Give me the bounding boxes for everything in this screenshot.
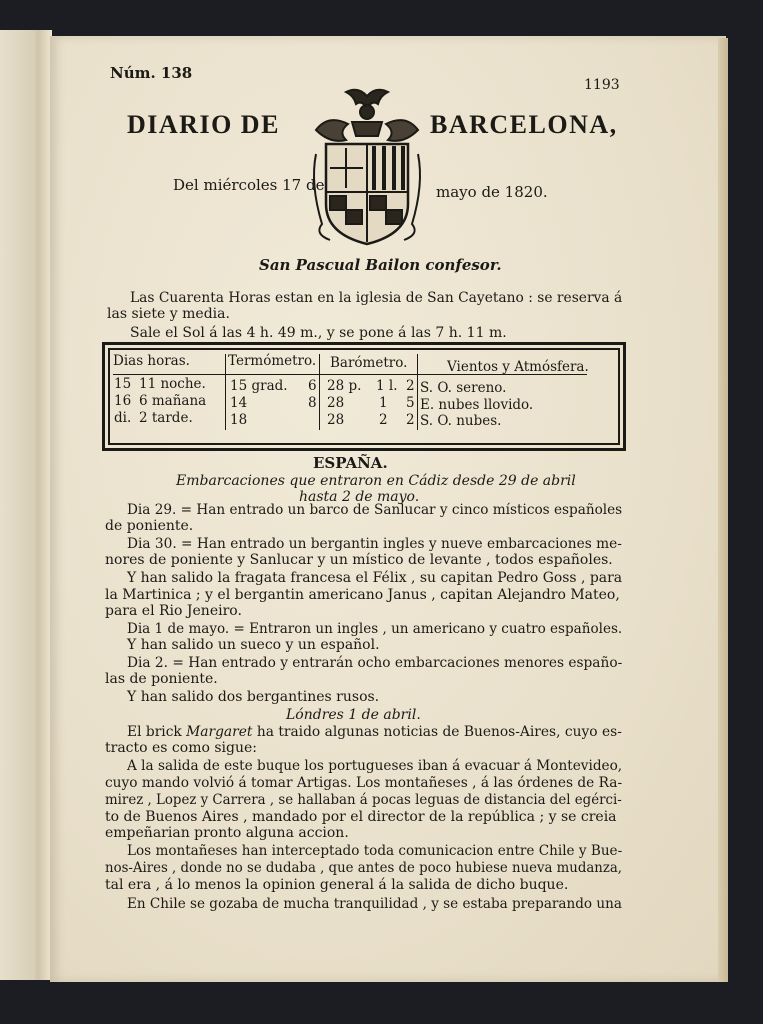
article-line: Y han salido la fragata francesa el Félix , su capitan Pedro Goss , para: [127, 570, 623, 586]
table-divider: [113, 374, 225, 375]
masthead-right: BARCELONA,: [430, 110, 618, 139]
table-divider: [225, 354, 226, 430]
article-line: nores de poniente y Sanlucar y un místico de levante , todos españoles.: [105, 552, 613, 568]
brick-rest: ha traido algunas noticias de Buenos-Aires, cuyo es-: [256, 724, 622, 740]
table-cell: 5: [406, 395, 415, 411]
article-line: Dia 2. = Han entrado y entrarán ocho embarcaciones menores españo-: [127, 655, 623, 671]
issue-number: Núm. 138: [110, 64, 193, 82]
table-cell: 15 grad.: [230, 378, 288, 394]
article-line: para el Rio Jeneiro.: [105, 603, 242, 619]
table-cell: 28 p.: [327, 378, 362, 394]
article-line: Los montañeses han interceptado toda comunicacion entre Chile y Bue-: [127, 843, 623, 859]
table-divider: [417, 354, 418, 430]
date-right: mayo de 1820.: [436, 183, 548, 201]
article-line: empeñarian pronto alguna accion.: [105, 825, 349, 841]
table-cell: 6 mañana: [139, 393, 207, 409]
article-line: A la salida de este buque los portugueses iban á evacuar á Montevideo,: [127, 758, 623, 774]
article-line: Dia 29. = Han entrado un barco de Sanlucar y cinco místicos españoles: [127, 502, 623, 518]
article-line: Y han salido un sueco y un español.: [127, 637, 380, 653]
table-cell: 2: [406, 412, 415, 428]
brick-intro: El brick: [127, 724, 182, 740]
table-cell: 28: [327, 412, 345, 428]
date-left: Del miércoles 17 de: [173, 176, 325, 194]
table-cell: 28: [327, 395, 345, 411]
table-divider: [319, 354, 320, 430]
weather-table: [102, 342, 626, 451]
article-line: tal era , á lo menos la opinion general á la salida de dicho buque.: [105, 877, 569, 893]
article-line: nos-Aires , donde no se dudaba , que antes de poco hubiese nueva mudanza,: [105, 860, 623, 876]
article-line: las de poniente.: [105, 671, 218, 687]
table-cell: 1: [379, 395, 388, 411]
ship-name: Margaret: [186, 724, 253, 740]
table-divider: [319, 374, 417, 375]
article-line: mirez , Lopez y Carrera , se hallaban á pocas leguas de distancia del egérci-: [105, 792, 622, 808]
table-divider: [225, 374, 319, 375]
sun-times: Sale el Sol á las 4 h. 49 m., y se pone á las 7 h. 11 m.: [130, 325, 507, 341]
table-cell: 15: [114, 376, 132, 392]
table-cell: S. O. sereno.: [420, 380, 507, 396]
table-cell: 1 l.: [376, 378, 398, 394]
table-cell: 2: [379, 412, 388, 428]
article-line: cuyo mando volvió á tomar Artigas. Los montañeses , á las órdenes de Ra-: [105, 775, 623, 791]
coat-of-arms-icon: [308, 84, 426, 248]
article-line: Y han salido dos bergantines rusos.: [127, 689, 380, 705]
table-cell: 18: [230, 412, 248, 428]
table-cell: 6: [308, 378, 317, 394]
article-line: la Martinica ; y el bergantin americano Janus , capitan Alejandro Mateo,: [105, 587, 620, 603]
table-header: Vientos y Atmósfera.: [447, 359, 589, 375]
page-number: 1193: [584, 77, 620, 93]
article-line: Dia 1 de mayo. = Entraron un ingles , un americano y cuatro españoles.: [127, 621, 623, 637]
article-line: [127, 724, 622, 741]
section-heading: ESPAÑA.: [313, 454, 388, 472]
table-cell: di.: [114, 410, 132, 426]
table-cell: E. nubes llovido.: [420, 397, 534, 413]
article-line: to de Buenos Aires , mandado por el director de la república ; y se creia: [105, 809, 617, 825]
article-line: Dia 30. = Han entrado un bergantin ingles y nueve embarcaciones me-: [127, 536, 622, 552]
dateline: Lóndres 1 de abril.: [286, 707, 421, 723]
table-cell: 8: [308, 395, 317, 411]
table-cell: 2 tarde.: [139, 410, 193, 426]
article-line: tracto es como sigue:: [105, 740, 257, 756]
article-line: En Chile se gozaba de mucha tranquilidad , y se estaba preparando una: [127, 896, 622, 912]
masthead-left: DIARIO DE: [127, 110, 280, 139]
table-cell: 2: [406, 378, 415, 394]
table-cell: 11 noche.: [139, 376, 206, 392]
notice-line: Las Cuarenta Horas estan en la iglesia de San Cayetano : se reserva á: [130, 290, 623, 306]
saint-of-day: San Pascual Bailon confesor.: [259, 256, 502, 274]
page-right-edge: [718, 38, 728, 982]
article-subtitle: hasta 2 de mayo.: [299, 489, 420, 505]
notice-line: las siete y media.: [107, 306, 230, 322]
table-header: Termómetro.: [228, 353, 317, 369]
table-cell: S. O. nubes.: [420, 413, 502, 429]
table-header: Dias horas.: [113, 353, 190, 369]
table-header: Barómetro.: [330, 355, 408, 371]
article-subtitle: Embarcaciones que entraron en Cádiz desde 29 de abril: [176, 473, 576, 489]
table-cell: 16: [114, 393, 132, 409]
article-line: de poniente.: [105, 518, 194, 534]
table-cell: 14: [230, 395, 248, 411]
